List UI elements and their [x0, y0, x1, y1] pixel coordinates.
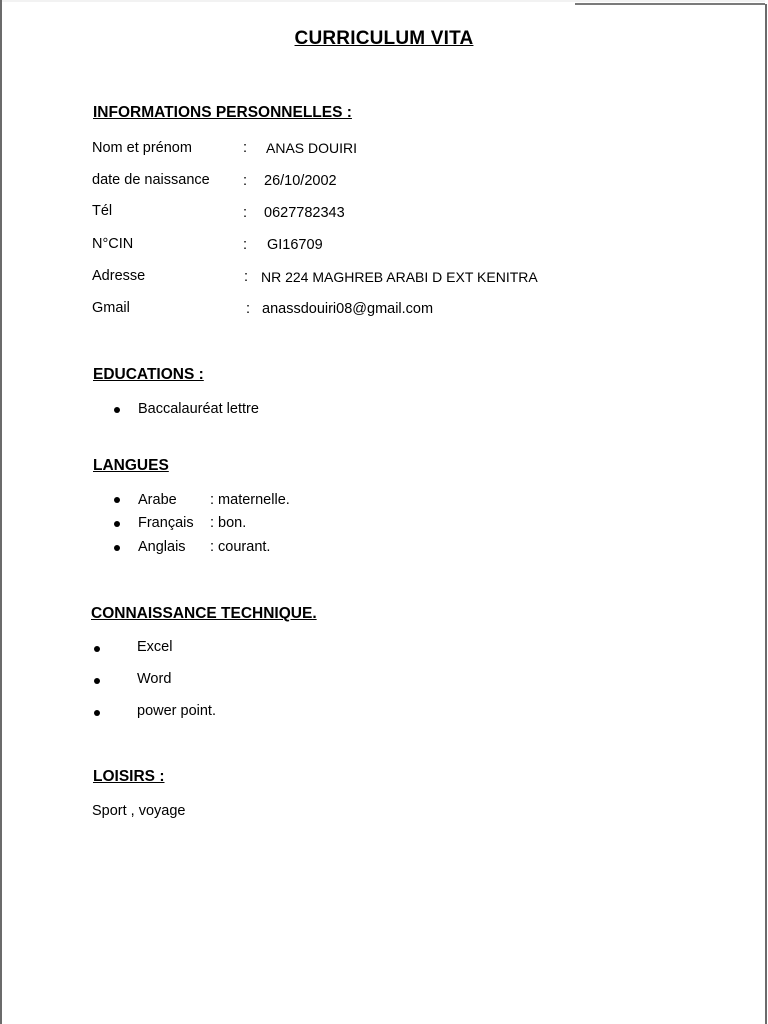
- field-label-address: Adresse: [92, 268, 146, 284]
- bullet-icon: [114, 497, 120, 503]
- education-heading: EDUCATIONS :: [93, 366, 204, 383]
- field-value-address: NR 224 MAGHREB ARABI D EXT KENITRA: [261, 269, 538, 285]
- education-item: Baccalauréat lettre: [138, 401, 259, 417]
- skill-item: Word: [137, 671, 172, 687]
- bullet-icon: [94, 710, 100, 716]
- language-name: Français: [138, 515, 194, 531]
- language-level: : bon.: [210, 515, 247, 531]
- bullet-icon: [114, 407, 120, 413]
- hobbies-heading: LOISIRS :: [93, 768, 165, 785]
- bullet-icon: [114, 545, 120, 551]
- personal-info-heading: INFORMATIONS PERSONNELLES :: [93, 104, 352, 121]
- bullet-icon: [114, 521, 120, 527]
- bullet-icon: [94, 646, 100, 652]
- language-level: : courant.: [210, 539, 271, 555]
- field-separator: :: [243, 205, 248, 221]
- language-name: Arabe: [138, 492, 177, 508]
- field-value-cin: GI16709: [267, 237, 323, 253]
- field-value-email: anassdouiri08@gmail.com: [262, 301, 434, 317]
- field-separator: :: [243, 140, 248, 156]
- field-label-name: Nom et prénom: [92, 140, 192, 156]
- page-left-border: [0, 0, 2, 1024]
- page-right-border: [765, 4, 767, 1024]
- field-label-birthdate: date de naissance: [92, 172, 210, 188]
- field-separator: :: [243, 173, 248, 189]
- language-level: : maternelle.: [210, 492, 290, 508]
- field-label-cin: N°CIN: [92, 236, 134, 252]
- skills-heading: CONNAISSANCE TECHNIQUE.: [91, 605, 317, 622]
- page-top-border: [575, 3, 765, 5]
- field-separator: :: [243, 237, 248, 253]
- field-value-phone: 0627782343: [264, 205, 345, 221]
- languages-heading: LANGUES: [93, 457, 169, 474]
- field-value-birthdate: 26/10/2002: [264, 173, 337, 189]
- language-name: Anglais: [138, 539, 186, 555]
- page-top-edge: [2, 0, 765, 2]
- hobbies-text: Sport , voyage: [92, 803, 186, 819]
- field-separator: :: [246, 301, 251, 317]
- field-label-email: Gmail: [92, 300, 130, 316]
- field-separator: :: [244, 269, 249, 285]
- document-title: CURRICULUM VITA: [294, 28, 474, 49]
- skill-item: power point.: [137, 703, 216, 719]
- skill-item: Excel: [137, 639, 173, 655]
- field-label-phone: Tél: [92, 203, 113, 219]
- field-value-name: ANAS DOUIRI: [266, 140, 358, 156]
- bullet-icon: [94, 678, 100, 684]
